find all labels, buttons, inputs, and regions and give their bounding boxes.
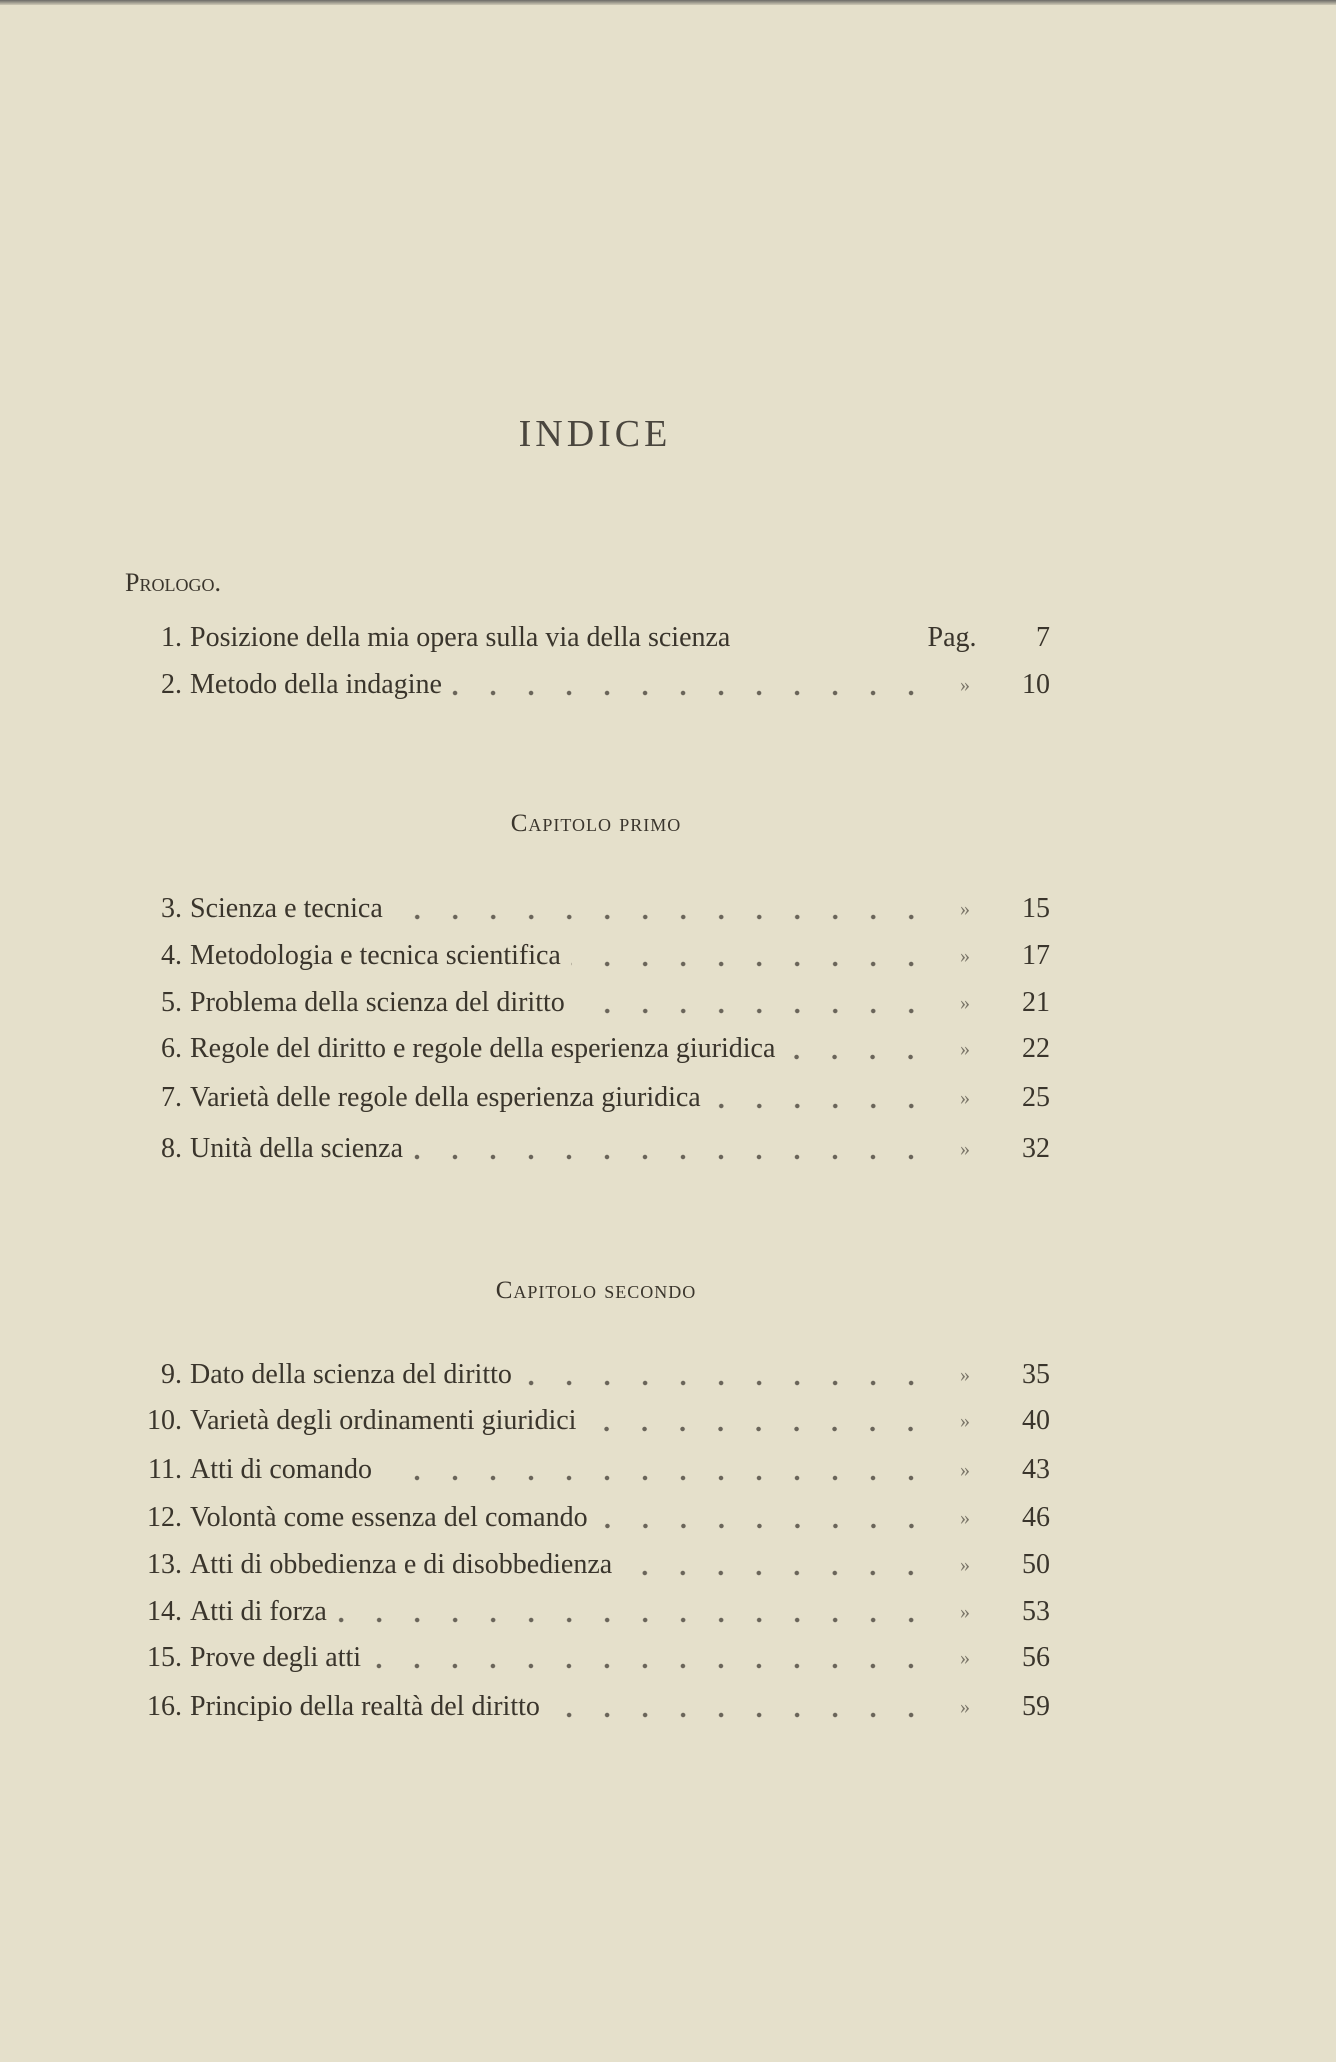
toc-entry: [120, 1032, 1050, 1066]
entry-number: 14.: [147, 1596, 182, 1627]
entry-title: Problema della scienza del diritto: [190, 987, 565, 1018]
entry-page: 25: [1022, 1082, 1050, 1113]
toc-entry: [120, 1690, 1050, 1724]
entry-number: 6.: [161, 1033, 182, 1064]
entry-number: 16.: [147, 1691, 182, 1722]
toc-entry: [120, 892, 1050, 926]
leader-dots: [550, 1690, 930, 1724]
entry-title: Atti di obbedienza e di disobbedienza: [190, 1549, 613, 1580]
page-marker: »: [960, 1554, 970, 1576]
leader-dots: [382, 1453, 930, 1487]
entry-number: 9.: [161, 1359, 182, 1390]
toc-entry: [120, 621, 1050, 655]
leader-dots: [575, 986, 930, 1020]
page-marker: »: [960, 1601, 970, 1623]
entry-page: 15: [1022, 893, 1050, 924]
entry-page: 50: [1022, 1549, 1050, 1580]
entry-page: 40: [1022, 1405, 1050, 1436]
entry-page: 59: [1022, 1691, 1050, 1722]
page-marker: »: [960, 1647, 970, 1669]
leader-dots: [452, 668, 930, 702]
page-marker: »: [960, 1696, 970, 1718]
leader-dots: [413, 1132, 930, 1166]
leader-dots: [393, 892, 930, 926]
leader-dots: [337, 1595, 930, 1629]
entry-number: 8.: [161, 1133, 182, 1164]
entry-title: Metodologia e tecnica scientifica: [190, 940, 561, 971]
leader-dots: [371, 1641, 930, 1675]
entry-title: Atti di forza: [190, 1596, 327, 1627]
page-marker: »: [960, 1364, 970, 1386]
entry-number: 2.: [161, 669, 182, 700]
entry-title: Unità della scienza: [190, 1133, 404, 1164]
entry-number: 7.: [161, 1082, 182, 1113]
entry-number: 12.: [147, 1502, 182, 1533]
entry-number: 13.: [147, 1549, 182, 1580]
entry-page: 17: [1022, 940, 1050, 971]
toc-entry: [120, 1132, 1050, 1166]
entry-page: 21: [1022, 987, 1050, 1018]
entry-title: Prove degli atti: [190, 1642, 362, 1673]
entry-number: 3.: [161, 893, 182, 924]
page-marker: »: [960, 1507, 970, 1529]
entry-page: 22: [1022, 1033, 1050, 1064]
entry-number: 10.: [147, 1405, 182, 1436]
leader-dots: [571, 939, 930, 973]
entry-page: 46: [1022, 1502, 1050, 1533]
toc-entry: [120, 1548, 1050, 1582]
page-top-edge: [0, 0, 1336, 5]
chapter2-heading: Capitolo secondo: [495, 1277, 697, 1304]
prologue-heading: Prologo.: [125, 568, 221, 597]
entry-title: Regole del diritto e regole della esperienza giuridica: [190, 1033, 776, 1064]
toc-entry: [120, 1595, 1050, 1629]
entry-title: Atti di comando: [190, 1454, 372, 1485]
leader-dots: [522, 1358, 930, 1392]
toc-entry: [120, 1453, 1050, 1487]
leader-dots: [785, 1032, 930, 1066]
entry-number: 5.: [161, 987, 182, 1018]
page-marker: »: [960, 1087, 970, 1109]
toc-entry: [120, 668, 1050, 702]
entry-title: Metodo della indagine: [190, 669, 442, 700]
toc-entry: [120, 939, 1050, 973]
toc-entry: [120, 1358, 1050, 1392]
entry-title: Varietà degli ordinamenti giuridici: [190, 1405, 577, 1436]
toc-entry: [120, 1641, 1050, 1675]
entry-title: Principio della realtà del diritto: [190, 1691, 540, 1722]
page-marker: »: [960, 1459, 970, 1481]
page-marker: »: [960, 945, 970, 967]
toc-entry: [120, 986, 1050, 1020]
entry-page: 32: [1022, 1133, 1050, 1164]
page-marker: Pag.: [927, 622, 977, 653]
entry-number: 1.: [161, 622, 182, 653]
leader-dots: [598, 1501, 930, 1535]
entry-title: Posizione della mia opera sulla via della scienza: [190, 622, 731, 653]
page-marker: »: [960, 1410, 970, 1432]
entry-page: 35: [1022, 1359, 1050, 1390]
entry-number: 11.: [148, 1454, 182, 1485]
entry-number: 15.: [147, 1642, 182, 1673]
page-marker: »: [960, 992, 970, 1014]
leader-dots: [586, 1404, 930, 1438]
page-marker: »: [960, 1038, 970, 1060]
page-marker: »: [960, 1138, 970, 1160]
entry-title: Dato della scienza del diritto: [190, 1359, 512, 1390]
entry-page: 56: [1022, 1642, 1050, 1673]
toc-entry: [120, 1404, 1050, 1438]
entry-title: Varietà delle regole della esperienza giuridica: [190, 1082, 701, 1113]
entry-page: 7: [1036, 622, 1050, 653]
chapter1-heading: Capitolo primo: [510, 810, 682, 837]
leader-dots: [711, 1081, 930, 1115]
toc-entry: [120, 1501, 1050, 1535]
entry-page: 43: [1022, 1454, 1050, 1485]
leader-dots: [622, 1548, 930, 1582]
entry-page: 53: [1022, 1596, 1050, 1627]
entry-page: 10: [1022, 669, 1050, 700]
entry-number: 4.: [161, 940, 182, 971]
page-marker: »: [960, 898, 970, 920]
page-title: INDICE: [518, 413, 672, 455]
page-marker: »: [960, 674, 970, 696]
toc-entry: [120, 1081, 1050, 1115]
entry-title: Volontà come essenza del comando: [190, 1502, 588, 1533]
entry-title: Scienza e tecnica: [190, 893, 383, 924]
